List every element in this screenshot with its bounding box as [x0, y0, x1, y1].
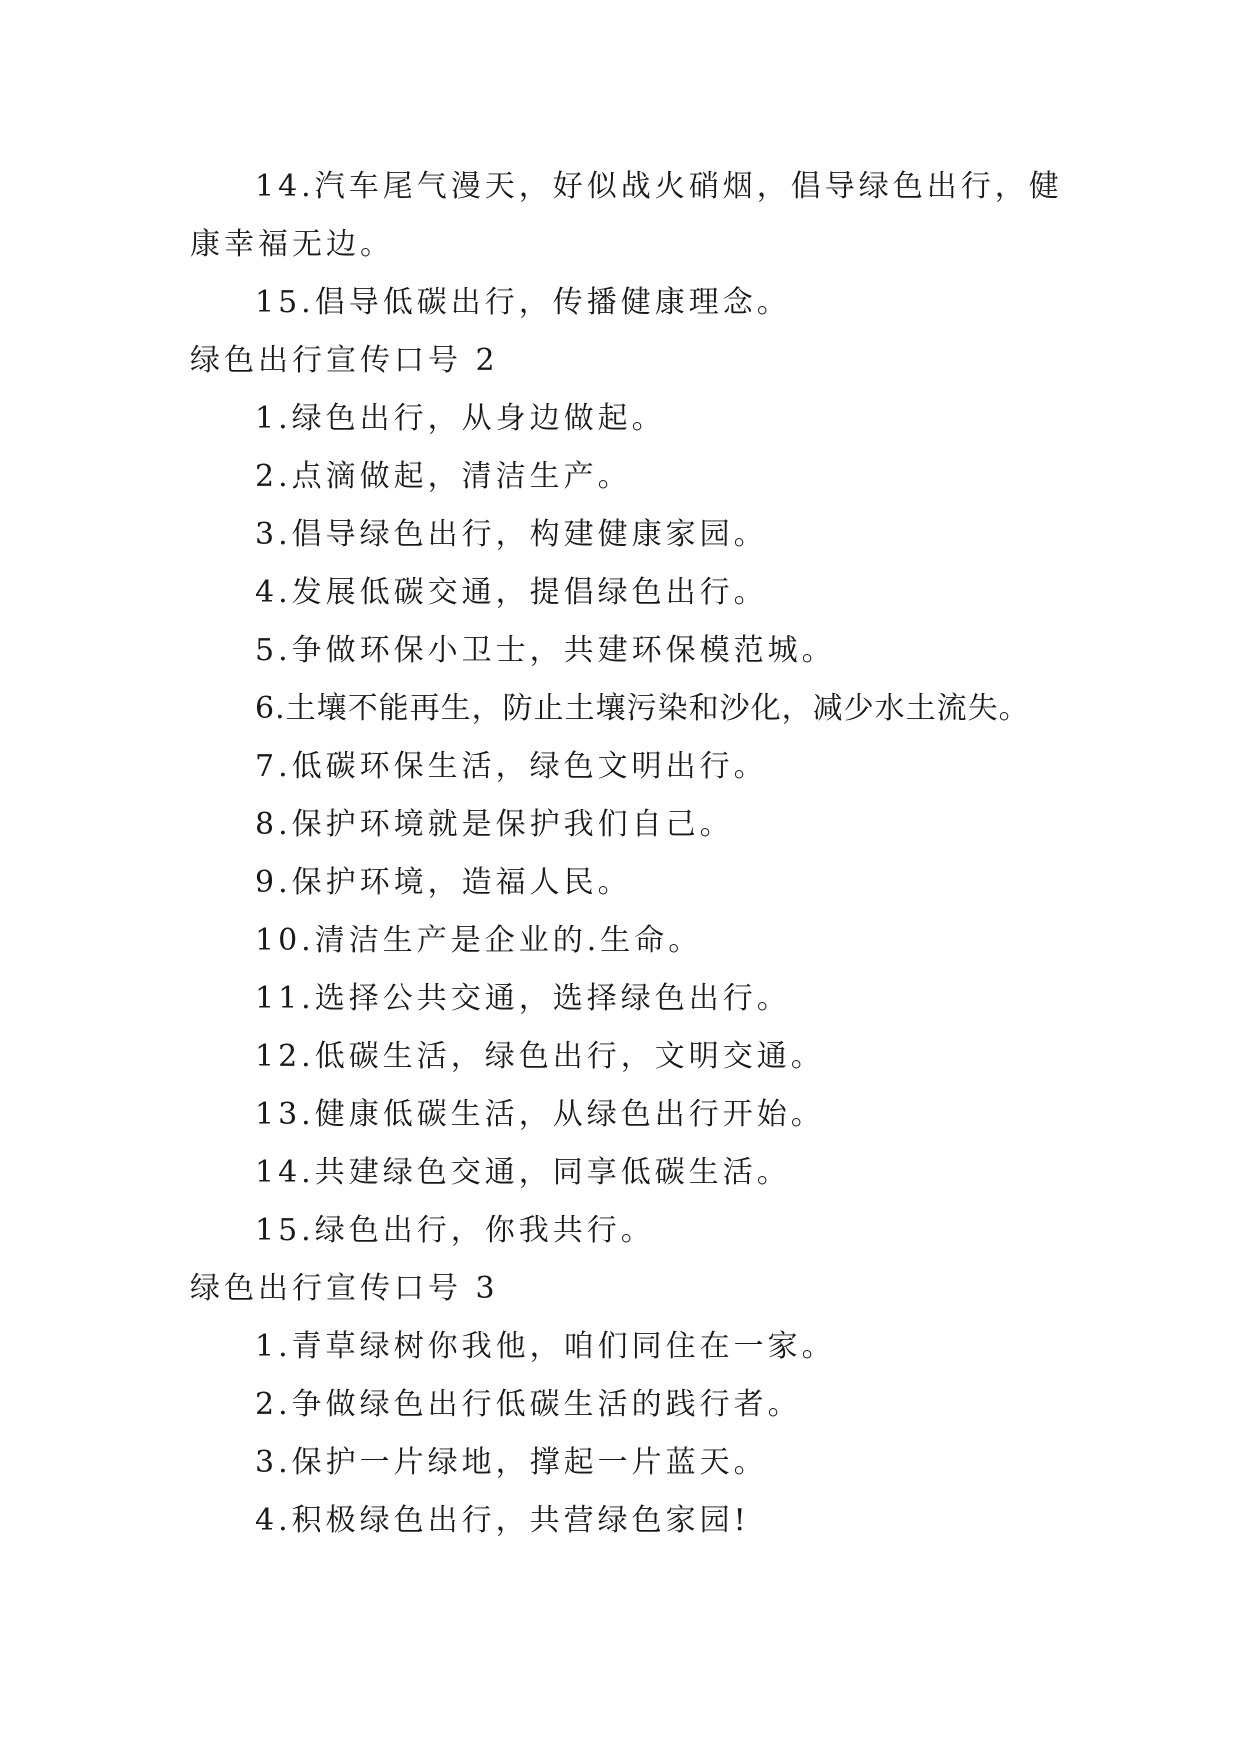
list-item: 3.保护一片绿地，撑起一片蓝天。: [255, 1445, 768, 1480]
list-item: 7.低碳环保生活，绿色文明出行。: [255, 749, 768, 784]
list-item: 11.选择公共交通，选择绿色出行。: [255, 981, 791, 1016]
list-item: 12.低碳生活，绿色出行，文明交通。: [255, 1039, 825, 1074]
list-item: 5.争做环保小卫士，共建环保模范城。: [255, 633, 836, 668]
list-item: 14.共建绿色交通，同享低碳生活。: [255, 1155, 791, 1190]
list-item-continuation: [190, 216, 1055, 274]
list-item: 2.点滴做起，清洁生产。: [255, 459, 632, 494]
list-item: 10.清洁生产是企业的.生命。: [255, 923, 703, 958]
list-item-text-part2: 康幸福无边。: [190, 227, 394, 262]
section-heading: 绿色出行宣传口号 2: [190, 343, 499, 378]
section-heading: 绿色出行宣传口号 3: [190, 1271, 499, 1306]
list-item: 1.青草绿树你我他，咱们同住在一家。: [255, 1329, 836, 1364]
list-item: 9.保护环境，造福人民。: [255, 865, 632, 900]
list-item: 15.倡导低碳出行，传播健康理念。: [255, 285, 791, 320]
list-item: 3.倡导绿色出行，构建健康家园。: [255, 517, 768, 552]
list-item: 1.绿色出行，从身边做起。: [255, 401, 666, 436]
list-item-text-part1: 14.汽车尾气漫天，好似战火硝烟，倡导绿色出行，健: [255, 169, 1063, 204]
list-item: [190, 158, 1063, 216]
list-item: 15.绿色出行，你我共行。: [255, 1213, 655, 1248]
list-item: 4.积极绿色出行，共营绿色家园!: [255, 1503, 750, 1538]
document-body: [190, 158, 1063, 1550]
list-item: 4.发展低碳交通，提倡绿色出行。: [255, 575, 768, 610]
list-item: 2.争做绿色出行低碳生活的践行者。: [255, 1387, 802, 1422]
list-item: 13.健康低碳生活，从绿色出行开始。: [255, 1097, 825, 1132]
list-item: 8.保护环境就是保护我们自己。: [255, 807, 734, 842]
list-item: 6.土壤不能再生，防止土壤污染和沙化，减少水土流失。: [255, 691, 1030, 726]
